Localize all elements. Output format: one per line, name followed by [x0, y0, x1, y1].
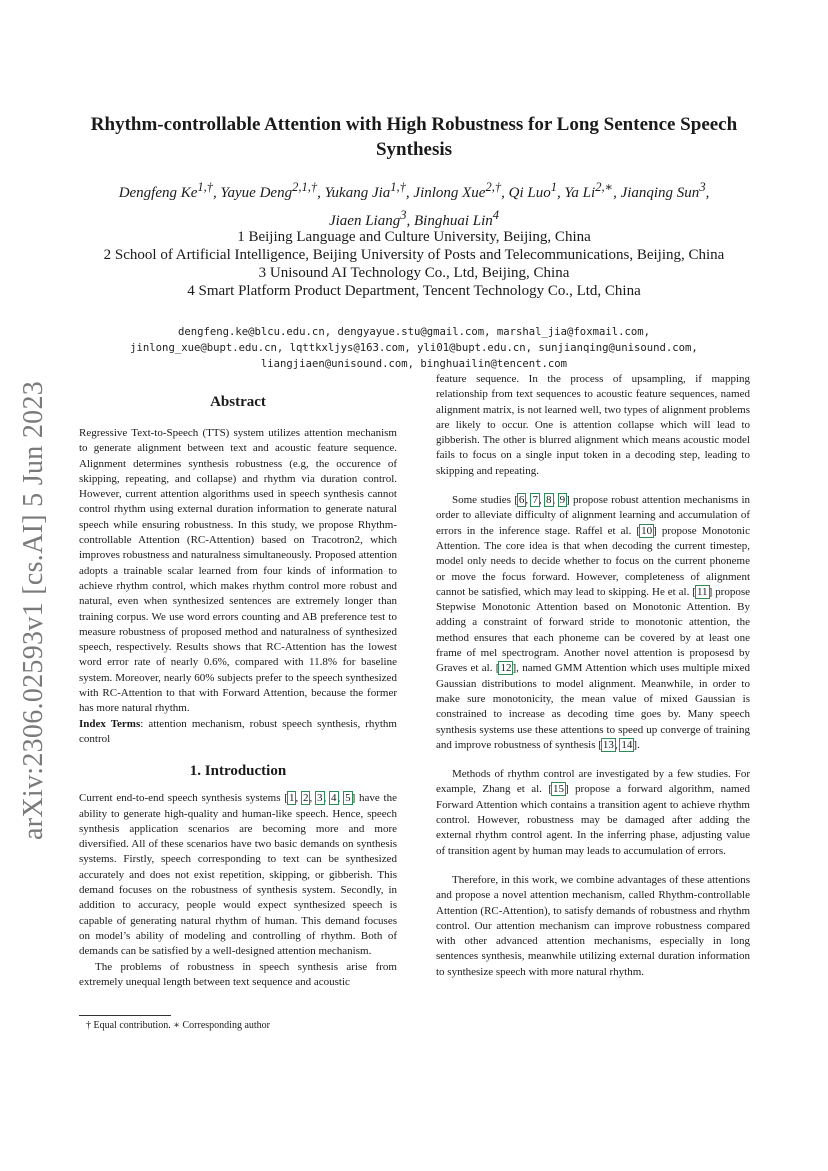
- citation-link[interactable]: 10: [641, 524, 653, 537]
- affiliation-2: 2 School of Artificial Intelligence, Beijing University of Posts and Telecommunications, Beijing, China: [103, 247, 725, 263]
- rp3-text-b: propose a forward algorithm, named Forward Attention which contains a transition agent to achieve rhythm control. However, robustness may be damaged after adding the external rhythm control agent. In the inferring phase, adjusting value of transition agent by human may leads to accumulation of errors.: [436, 783, 750, 857]
- intro-p1-text-b: have the ability to generate high-quality and human-like speech. Hence, speech synthesis application scenarios are becoming more and more diversified. All of these scenarios have two basic demands on synthesis systems. Firstly, speech corresponding to text can be synthesized accurately and does not exist repetition, skipping, or gibberish. This demand focuses on the robustness of synthesis system. Secondly, in addition to accuracy, people would expect synthesized speech is capable of generating natural rhythm of human. This demand focuses on model’s ability of modeling and controlling of rhythm. Both of demands can be satisfied by a well-designed attention mechanism.: [79, 792, 397, 958]
- email-line-1: dengfeng.ke@blcu.edu.cn, dengyayue.stu@gmail.com, marshal_jia@foxmail.com,: [178, 326, 650, 338]
- citation-link[interactable]: 3: [317, 792, 323, 805]
- affiliation-4: 4 Smart Platform Product Department, Tencent Technology Co., Ltd, China: [187, 283, 641, 299]
- citation-link[interactable]: 12: [500, 662, 512, 675]
- citation-link[interactable]: 6: [518, 494, 525, 507]
- right-paragraph-2: Some studies [6, 7, 8, 9] propose robust attention mechanisms in order to alleviate difficulty of alignment learning and accumulation of errors in the inference stage. Raffel et al. [10] propose Monotonic Attention. The core idea is that when decoding the current timestep, model only needs to decide whether to focus on the current phoneme or move the focus forward. However, completeness of alignment cannot be satisfied, which may lead to skipping. He et al. [11] propose Stepwise Monotonic Attention based on Monotonic Attention. By adding a constraint of forward stride to monotonic attention, the method ensures that each phoneme can be covered by at least one frame of mel spectrogram. Another novel attention is proposesd by Graves et al. [12], named GMM Attention which uses multiple mixed Gaussian distributions to model alignment. Meanwhile, in order to make sure monotonicity, the mean value of mixed Gaussian is constrained to increase as decoding time goes by. Many speech synthesis systems use these attentions to speed up converge of training and improve robustness of synthesis [13, 14].: [436, 494, 751, 751]
- citation-link[interactable]: 5: [345, 792, 351, 805]
- affiliation-3: 3 Unisound AI Technology Co., Ltd, Beijing, China: [258, 265, 570, 281]
- rp2-text-b: propose robust attention mechanisms in order to alleviate difficulty of alignment learning and accumulation of errors in the inference stage. Raffel et al.: [436, 494, 751, 537]
- rp2-text-d: propose Stepwise Monotonic Attention based on Monotonic Attention. By adding a constraint of forward stride to monotonic attention, the method ensures that each phoneme can be covered by at least one frame of mel spectrogram. Another novel attention is proposesd by Graves et al.: [436, 585, 751, 675]
- rp2-text-a: Some studies: [452, 494, 515, 507]
- intro-p1-text-a: Current end-to-end speech synthesis systems: [79, 792, 285, 805]
- abstract-text: Regressive Text-to-Speech (TTS) system utilizes attention mechanism to generate alignment between text and acoustic feature sequence. Alignment determines synthesis robustness (e.g, the occurence of skipping, repeating, and collapse) and rhythm via duration control. However, current attention algorithms used in speech synthesis cannot control rhythm using external duration information to generate natural speech while ensuring robustness. In this study, we propose Rhythm-controllable Attention (RC-Attention) based on Tracotron2, which improves robustness and naturalness simultaneously. Proposed attention adopts a trainable scalar learned from four kinds of information to achieve rhythm control, which makes rhythm control more robust and natural, even when synthesized sentences are extremely longer than training corpus. We use word errors counting and AB preference test to measure robustness of proposed method and naturalness of synthesized speech, respectively. Results shows that RC-Attention has the lowest word error rate of nearly 0.6%, compared with 11.8% for baseline system. Moreover, nearly 60% subjects prefer to the speech synthesized with RC-Attention to that with Forward Attention, because the former has more natural rhythm.: [79, 427, 397, 715]
- email-line-2: jinlong_xue@bupt.edu.cn, lqttkxljys@163.com, yli01@bupt.edu.cn, sunjianqing@unisound.com,: [130, 342, 698, 354]
- authors-line-2: Jiaen Liang$^3$, Binghuai Lin$^4$: [328, 208, 499, 229]
- citation-link[interactable]: 15: [552, 783, 564, 796]
- intro-paragraph-1: Current end-to-end speech synthesis systems [1, 2, 3, 4, 5] have the ability to generate high-quality and human-like speech. Hence, speech synthesis application scenarios are becoming more and more diversified. All of these scenarios have two basic demands on synthesis systems. Firstly, speech corresponding to text can be synthesized accurately and does not exist repetition, skipping, or gibberish. This demand focuses on the robustness of synthesis system. Secondly, in addition to accuracy, people would expect synthesized speech is capable of generating natural rhythm of human. This demand focuses on model’s ability of modeling and controlling of rhythm. Both of demands can be satisfied by a well-designed attention mechanism.: [79, 792, 397, 958]
- author-emails: [70, 324, 758, 372]
- paper-title: Rhythm-controllable Attention with High Robustness for Long Sentence Speech Synthesis: [90, 114, 738, 160]
- citation-link[interactable]: 2: [302, 792, 309, 805]
- footnote: † Equal contribution. ∗ Corresponding author: [86, 1020, 270, 1031]
- rp2-text-c: propose Monotonic Attention. The core idea is that when decoding the current timestep, model only needs to decide whether to focus on the current phoneme or move the focus forward. However, completeness of alignment cannot be satisfied, which may lead to skipping. He et al.: [436, 524, 750, 598]
- right-paragraph-3: Methods of rhythm control are investigated by a few studies. For example, Zhang et al. [15] propose a forward algorithm, named Forward Attention which contains a transition agent to achieve rhythm control. However, robustness may be damaged after adding the external rhythm control agent. In the inferring phase, adjusting value of transition agent by human may leads to accumulation of errors.: [436, 768, 750, 857]
- introduction-heading: 1. Introduction: [189, 763, 287, 780]
- right-paragraph-1: feature sequence. In the process of upsampling, if mapping relationship from text sequences to acoustic feature sequences, named alignment matrix, is not learned well, two types of alignment problems are likely to occur. One is attention collapse which will lead to gibberish. The other is blurred alignment which means acoustic model fails to focus on a single input token in a decoding step, leading to skipping and repeating.: [436, 373, 750, 477]
- email-line-3: liangjiaen@unisound.com, binghuailin@tencent.com: [260, 358, 568, 370]
- citation-link[interactable]: 9: [559, 494, 566, 507]
- right-paragraph-4: Therefore, in this work, we combine advantages of these attentions and propose a novel attention mechanism, called Rhythm-controllable Attention (RC-Attention), to satisfy demands of robustness and rhythm control. Our attention mechanism can improve robustness compared with other advanced attention mechanisms, especially in long sentences synthesis, meanwhile utilizing external duration information to synthesize speech with more natural rhythm.: [436, 873, 750, 978]
- right-column: [436, 372, 750, 980]
- affiliations: [80, 228, 748, 300]
- arxiv-identifier-stamp: arXiv:2306.02593v1 [cs.AI] 5 Jun 2023: [18, 380, 49, 840]
- citation-link[interactable]: 1: [288, 792, 295, 805]
- index-terms: [79, 717, 397, 748]
- citation-link[interactable]: 8: [546, 494, 552, 507]
- rp2-text-f: .: [637, 738, 640, 751]
- citation-link[interactable]: 13: [602, 738, 614, 751]
- index-terms-text: : attention mechanism, robust speech synthesis, rhythm control: [79, 717, 397, 745]
- citation-link[interactable]: 11: [696, 585, 708, 598]
- citation-link[interactable]: 7: [532, 494, 538, 507]
- affiliation-1: 1 Beijing Language and Culture University, Beijing, China: [237, 229, 591, 245]
- rp2-text-e: , named GMM Attention which uses multiple mixed Gaussian distributions to model alignment. Meanwhile, in order to make sure monotonicity, the mean value of mixed Gaussian is constrained to increase as decoding time goes by. Many speech synthesis systems use these attentions to speed up converge of training and improve robustness of synthesis: [436, 662, 750, 751]
- citation-link[interactable]: 14: [621, 738, 633, 751]
- author-list: [80, 176, 748, 232]
- left-column: [79, 392, 397, 990]
- intro-paragraph-2: The problems of robustness in speech synthesis arise from extremely unequal length between text sequence and acoustic: [79, 960, 397, 988]
- footnote-divider: [79, 1015, 171, 1016]
- index-terms-label: Index Terms: [79, 717, 141, 730]
- authors-line-1: Dengfeng $Ke^{1,\dagger}$, Yayue Deng$^{2,1,\dagger}$, Yukang Jia$^{1,\dagger}$, Jinlong Xue$^{2,\dagger}$, Qi Luo$^1$, Ya $Li^{2,∗}$, Jianqing Sun$^3$,: [118, 180, 710, 201]
- citation-link[interactable]: 4: [331, 792, 337, 805]
- abstract-heading: Abstract: [210, 394, 266, 410]
- rp3-text-a: Methods of rhythm control are investigated by a few studies. For example, Zhang et al.: [436, 768, 750, 796]
